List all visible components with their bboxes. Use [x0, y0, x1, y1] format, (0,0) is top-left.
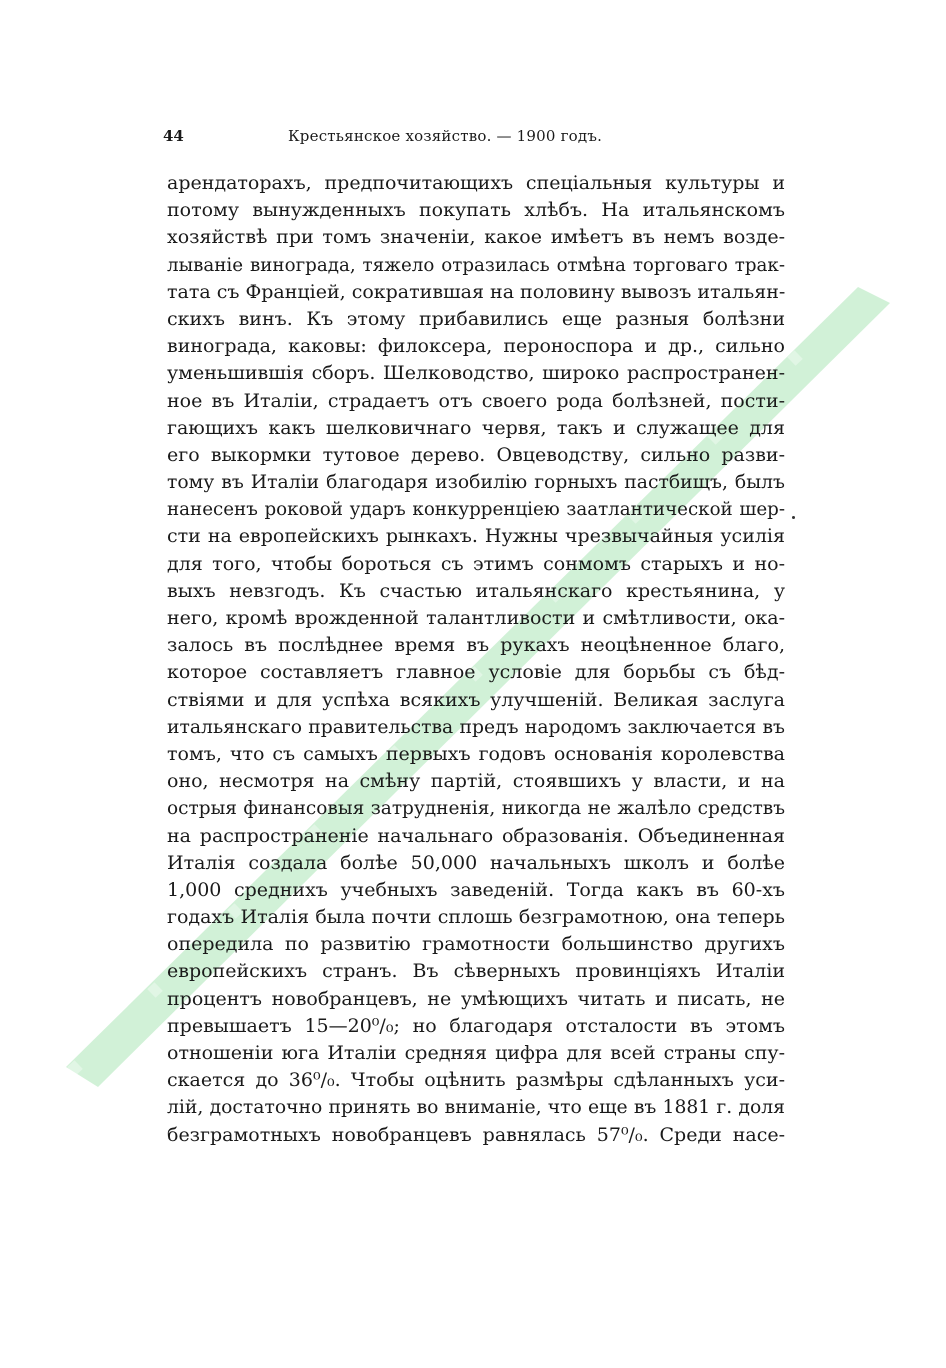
- text-line: томъ, что съ самыхъ первыхъ годовъ основанія королевства: [167, 742, 785, 765]
- text-line: него, кромѣ врожденной талантливости и смѣтливости, ока-: [167, 607, 785, 629]
- text-line: скихъ винъ. Къ этому прибавились еще разныя болѣзни: [167, 307, 785, 330]
- text-line: залось въ послѣднее время въ рукахъ неоцѣненное благо,: [167, 634, 785, 657]
- text-line: ное въ Италіи, страдаетъ отъ своего рода болѣзней, пости-: [167, 389, 785, 412]
- text-line: Италія создала болѣе 50,000 начальныхъ школъ и болѣе: [167, 851, 785, 874]
- text-line: европейскихъ странъ. Въ сѣверныхъ провинціяхъ Италіи: [167, 960, 785, 983]
- text-line: винограда, каковы: филоксера, пероноспора и др., сильно: [167, 335, 785, 358]
- text-line: для того, чтобы бороться съ этимъ сонмомъ старыхъ и но-: [167, 552, 785, 575]
- text-line: итальянскаго правительства предъ народомъ заключается въ: [167, 716, 785, 738]
- text-line: потому вынужденныхъ покупать хлѣбъ. На итальянскомъ: [167, 199, 785, 222]
- text-line: процентъ новобранцевъ, не умѣющихъ читать и писать, не: [167, 987, 785, 1010]
- text-line: хозяйствѣ при томъ значеніи, какое имѣетъ въ немъ возде-: [167, 226, 785, 249]
- text-line: на распространеніе начальнаго образованія. Объединенная: [167, 824, 785, 847]
- page-number: 44: [163, 127, 184, 145]
- text-line: гающихъ какъ шелковичнаго червя, такъ и служащее для: [167, 416, 785, 439]
- text-line: нанесенъ роковой ударъ конкурренціею заатлантической шер-: [167, 499, 785, 521]
- text-line: отношеніи юга Италіи средняя цифра для всей страны спу-: [167, 1042, 785, 1064]
- text-line: острыя финансовыя затрудненія, никогда не жалѣло средствъ: [167, 798, 785, 820]
- text-line: ствіями и для успѣха всякихъ улучшеній. Великая заслуга: [167, 688, 785, 711]
- running-head: Крестьянское хозяйство. — 1900 годъ.: [288, 127, 603, 145]
- text-line: которое составляетъ главное условіе для борьбы съ бѣд-: [167, 661, 785, 684]
- text-line: опередила по развитію грамотности большинство другихъ: [167, 933, 785, 956]
- text-line: тата съ Франціей, сократившая на половину вывозъ итальян-: [167, 280, 785, 303]
- text-line: годахъ Италія была почти сплошь безграмотною, она теперь: [167, 906, 785, 929]
- page-header: [163, 124, 783, 148]
- text-line: уменьшившія сборъ. Шелководство, широко распространен-: [167, 362, 785, 385]
- text-line: 1,000 среднихъ учебныхъ заведеній. Тогда какъ въ 60-хъ: [167, 878, 785, 901]
- text-line: лываніе винограда, тяжело отразилась отмѣна торговаго трак-: [167, 254, 785, 276]
- text-line: арендаторахъ, предпочитающихъ спеціальныя культуры и: [167, 172, 785, 194]
- body-text: [167, 170, 785, 1149]
- text-line: оно, несмотря на смѣну партій, стоявшихъ у власти, и на: [167, 770, 785, 793]
- text-line: сти на европейскихъ рынкахъ. Нужны чрезвычайныя усилія: [167, 525, 785, 548]
- print-speck: [792, 516, 795, 519]
- text-line: тому въ Италіи благодаря изобилію горныхъ пастбищъ, былъ: [167, 472, 785, 494]
- text-line: превышаетъ 15—20⁰/₀; но благодаря отсталости въ этомъ: [167, 1014, 785, 1037]
- text-line: его выкормки тутовое дерево. Овцеводству, сильно разви-: [167, 443, 785, 466]
- text-line: лій, достаточно принять во вниманіе, что еще въ 1881 г. доля: [167, 1097, 785, 1119]
- text-line: скается до 36⁰/₀. Чтобы оцѣнить размѣры сдѣланныхъ уси-: [167, 1069, 785, 1092]
- text-line: безграмотныхъ новобранцевъ равнялась 57⁰/₀. Среди насе-: [167, 1123, 785, 1146]
- text-line: выхъ невзгодъ. Къ счастью итальянскаго крестьянина, у: [167, 579, 785, 602]
